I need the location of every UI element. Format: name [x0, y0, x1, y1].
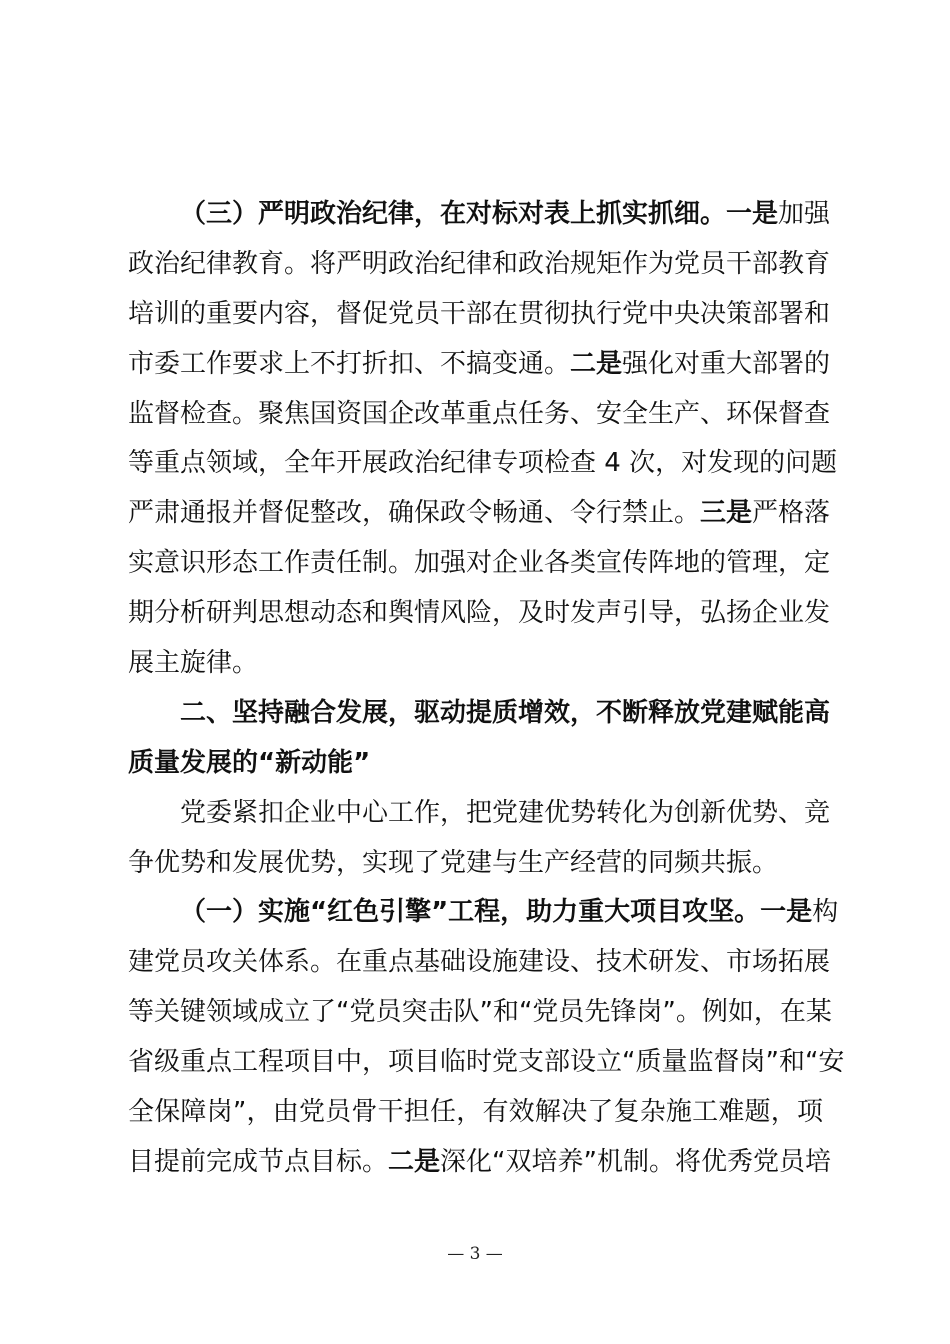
body-text: 省级重点工程项目中，项目临时党支部设立“质量监督岗”和“安	[128, 1047, 845, 1078]
bold-text: （三）严明政治纪律，在对标对表上抓实抓细。一是	[180, 199, 779, 229]
text-line	[128, 938, 831, 988]
body-text: 期分析研判思想动态和舆情风险，及时发声引导，弘扬企业发	[128, 598, 831, 629]
body-text: 目提前完成节点目标。	[128, 1146, 389, 1177]
text-line	[128, 1138, 831, 1188]
body-text: 等重点领域，全年开展政治纪律专项检查 4 次，对发现的问题	[128, 448, 838, 479]
text-line	[128, 190, 831, 240]
text-line	[128, 589, 831, 639]
bold-text: 三是	[700, 498, 753, 529]
bold-text: 二是	[388, 1146, 441, 1177]
page-number: — 3 —	[447, 1244, 503, 1264]
text-line	[128, 888, 839, 938]
body-text: 培训的重要内容，督促党员干部在贯彻执行党中央决策部署和	[128, 298, 831, 329]
body-text: 严肃通报并督促整改，确保政令畅通、令行禁止。	[128, 498, 701, 529]
text-line	[128, 789, 831, 839]
body-text: 强化对重大部署的	[622, 348, 831, 379]
body-text: 全保障岗”，由党员骨干担任，有效解决了复杂施工难题，项	[128, 1097, 823, 1128]
body-text: 构	[812, 897, 839, 928]
body-text: 等关键领域成立了“党员突击队”和“党员先锋岗”。例如，在某	[128, 997, 832, 1028]
bold-text: 二、坚持融合发展，驱动提质增效，不断释放党建赋能高	[180, 697, 831, 728]
text-line	[128, 689, 831, 739]
text-line	[128, 340, 831, 390]
text-line	[128, 639, 823, 689]
text-line	[128, 390, 831, 440]
text-line	[128, 240, 831, 290]
text-line	[128, 290, 831, 340]
document-body	[128, 190, 845, 1188]
text-line	[128, 839, 823, 889]
text-line	[128, 739, 823, 789]
body-text: 市委工作要求上不打折扣、不搞变通。	[128, 348, 571, 379]
body-text: 建党员攻关体系。在重点基础设施建设、技术研发、市场拓展	[128, 947, 831, 978]
bold-text: 二是	[570, 348, 623, 379]
text-line	[128, 988, 832, 1038]
body-text: 争优势和发展优势，实现了党建与生产经营的同频共振。	[128, 847, 779, 878]
text-line	[128, 1088, 823, 1138]
bold-text: （一）实施“红色引擎”工程，助力重大项目攻坚。一是	[180, 897, 813, 928]
text-line	[128, 439, 838, 489]
body-text: 加强	[778, 199, 831, 229]
body-text: 实意识形态工作责任制。加强对企业各类宣传阵地的管理，定	[128, 548, 831, 579]
text-line	[128, 1038, 845, 1088]
body-text: 展主旋律。	[128, 648, 259, 679]
body-text: 严格落	[752, 498, 831, 529]
bold-text: 质量发展的“新动能”	[128, 747, 371, 778]
body-text: 政治纪律教育。将严明政治纪律和政治规矩作为党员干部教育	[128, 248, 831, 279]
body-text: 监督检查。聚焦国资国企改革重点任务、安全生产、环保督查	[128, 398, 831, 429]
text-line	[128, 489, 831, 539]
text-line	[128, 539, 831, 589]
body-text: 深化“双培养”机制。将优秀党员培	[440, 1146, 831, 1177]
body-text: 党委紧扣企业中心工作，把党建优势转化为创新优势、竞	[180, 797, 831, 828]
